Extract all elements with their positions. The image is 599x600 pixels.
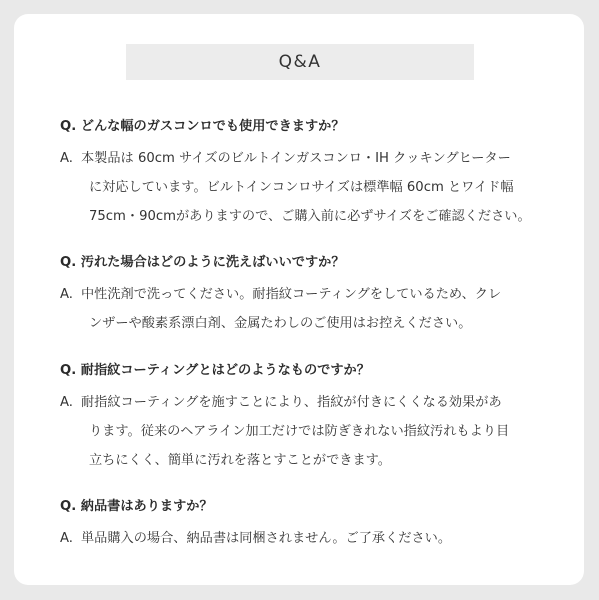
qa-item [60, 254, 560, 338]
answer-lines [78, 388, 560, 475]
answer-line: 中性洗剤で洗ってください。耐指紋コーティングをしているため、クレ [81, 287, 502, 302]
answer-lines [78, 524, 560, 553]
answer-line: 立ちにくく、簡単に汚れを落とすことができます。 [89, 453, 391, 468]
qa-item [60, 118, 560, 231]
qa-item [60, 362, 560, 475]
question-text: Q. 汚れた場合はどのように洗えばいいですか？ [60, 255, 345, 270]
answer-label: A. [60, 151, 73, 166]
qa-title: Q&A [126, 44, 474, 80]
answer [60, 144, 560, 231]
answer [60, 524, 560, 553]
answer-line: 耐指紋コーティングを施すことにより、指紋が付きにくくなる効果があ [81, 395, 502, 410]
qa-card [14, 14, 584, 585]
answer-line: ります。従来のヘアライン加工だけでは防ぎきれない指紋汚れもより目 [89, 424, 510, 439]
answer-line: ンザーや酸素系漂白剤、金属たわしのご使用はお控えください。 [89, 316, 472, 331]
question-text: Q. 納品書はありますか？ [60, 499, 213, 514]
answer-label: A. [60, 531, 73, 546]
answer-line: に対応しています。ビルトインコンロサイズは標準幅 60cm とワイド幅 [89, 180, 514, 195]
answer [60, 280, 560, 338]
answer-line: 本製品は 60cm サイズのビルトインガスコンロ・IH クッキングヒーター [81, 151, 511, 166]
answer-lines [78, 144, 560, 231]
qa-item [60, 498, 560, 553]
question-text: Q. どんな幅のガスコンロでも使用できますか？ [60, 119, 345, 134]
question-text: Q. 耐指紋コーティングとはどのようなものですか？ [60, 363, 370, 378]
answer-lines [78, 280, 560, 338]
answer-line: 75cm・90cmがありますので、ご購入前に必ずサイズをご確認ください。 [89, 209, 531, 224]
answer [60, 388, 560, 475]
answer-label: A. [60, 395, 73, 410]
answer-line: 単品購入の場合、納品書は同梱されません。ご了承ください。 [81, 531, 452, 546]
answer-label: A. [60, 287, 73, 302]
